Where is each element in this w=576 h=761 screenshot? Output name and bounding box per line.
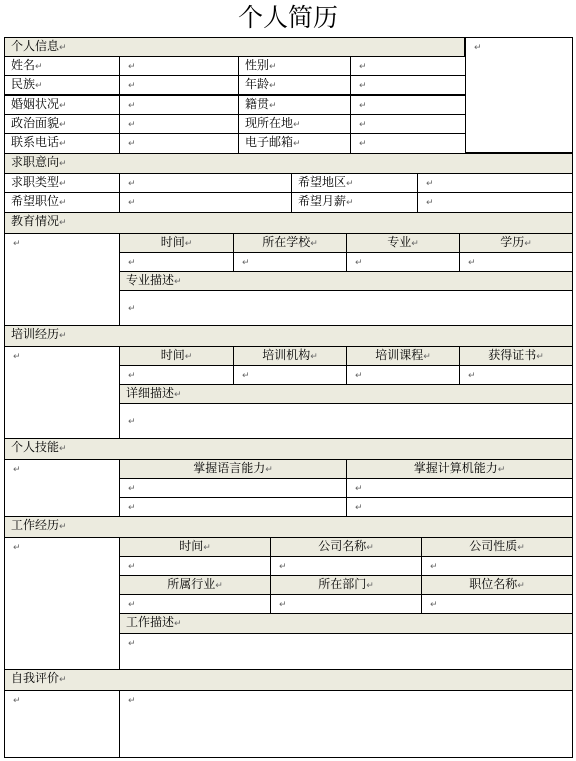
paragraph-mark: ↵ <box>430 600 438 610</box>
paragraph-mark: ↵ <box>128 81 136 91</box>
field-email[interactable] <box>350 133 466 154</box>
label-marital-status <box>4 95 120 115</box>
cell-label: 专业 <box>387 235 412 249</box>
paragraph-mark: ↵ <box>366 581 374 591</box>
cell-label: 联系电话 <box>11 135 60 149</box>
paragraph-mark: ↵ <box>184 239 193 249</box>
label-desired-region <box>291 173 418 193</box>
paragraph-mark: ↵ <box>359 101 367 111</box>
paragraph-mark: ↵ <box>355 258 363 268</box>
work-field-time[interactable] <box>119 556 271 576</box>
cell-label: 时间 <box>179 539 204 553</box>
cell-label: 年龄 <box>245 77 270 91</box>
cell-label: 所在学校 <box>262 235 311 249</box>
paragraph-mark: ↵ <box>59 101 67 111</box>
label-email <box>238 133 351 154</box>
train-field-certificate[interactable] <box>459 365 573 385</box>
cell-label: 时间 <box>160 235 185 249</box>
paragraph-mark: ↵ <box>346 198 354 208</box>
section-work-header <box>4 516 573 538</box>
cell-label: 求职类型 <box>11 175 60 189</box>
paragraph-mark: ↵ <box>355 503 363 513</box>
edu-desc-label <box>119 271 573 291</box>
train-col-course <box>346 346 460 366</box>
photo-cell[interactable] <box>465 37 573 153</box>
paragraph-mark: ↵ <box>468 258 476 268</box>
paragraph-mark: ↵ <box>59 120 67 130</box>
train-field-time[interactable] <box>119 365 234 385</box>
paragraph-mark: ↵ <box>59 218 67 228</box>
paragraph-mark: ↵ <box>59 444 67 454</box>
paragraph-mark: ↵ <box>279 600 287 610</box>
paragraph-mark: ↵ <box>359 120 367 130</box>
edu-field-time[interactable] <box>119 252 234 272</box>
paragraph-mark: ↵ <box>128 304 136 314</box>
work-field-position[interactable] <box>421 594 573 614</box>
paragraph-mark: ↵ <box>359 139 367 149</box>
cell-label: 现所在地 <box>245 116 294 130</box>
paragraph-mark: ↵ <box>310 239 318 249</box>
cell-label: 自我评价 <box>11 671 60 685</box>
label-political-status <box>4 114 120 134</box>
paragraph-mark: ↵ <box>35 62 43 72</box>
label-job-type <box>4 173 120 193</box>
edu-field-degree[interactable] <box>459 252 573 272</box>
paragraph-mark: ↵ <box>355 371 363 381</box>
paragraph-mark: ↵ <box>13 696 21 706</box>
paragraph-mark: ↵ <box>128 198 136 208</box>
field-phone[interactable] <box>119 133 239 154</box>
paragraph-mark: ↵ <box>128 600 136 610</box>
paragraph-mark: ↵ <box>359 62 367 72</box>
paragraph-mark: ↵ <box>128 484 136 494</box>
work-side-cell[interactable] <box>4 537 120 670</box>
cell-label: 培训经历 <box>11 327 60 341</box>
skills-computer-field-1[interactable] <box>346 478 573 498</box>
label-desired-salary <box>291 192 418 213</box>
edu-col-major <box>346 233 460 253</box>
paragraph-mark: ↵ <box>128 417 136 427</box>
field-age[interactable] <box>350 75 466 95</box>
label-ethnicity <box>4 75 120 95</box>
paragraph-mark: ↵ <box>13 465 21 475</box>
paragraph-mark: ↵ <box>128 562 136 572</box>
paragraph-mark: ↵ <box>426 179 434 189</box>
paragraph-mark: ↵ <box>128 101 136 111</box>
cell-label: 民族 <box>11 77 36 91</box>
paragraph-mark: ↵ <box>128 258 136 268</box>
work-field-company[interactable] <box>270 556 422 576</box>
paragraph-mark: ↵ <box>426 198 434 208</box>
field-name[interactable] <box>119 56 239 76</box>
field-desired-region[interactable] <box>417 173 573 193</box>
label-current-location <box>238 114 351 134</box>
skills-computer-field-2[interactable] <box>346 497 573 517</box>
paragraph-mark: ↵ <box>269 62 277 72</box>
field-desired-salary[interactable] <box>417 192 573 213</box>
paragraph-mark: ↵ <box>310 352 318 362</box>
cell-label: 工作经历 <box>11 518 60 532</box>
label-age <box>238 75 351 95</box>
field-gender[interactable] <box>350 56 466 76</box>
work-col-company <box>270 537 422 557</box>
cell-label: 掌握语言能力 <box>193 461 266 475</box>
work-col-industry <box>119 575 271 595</box>
page-title: 个人简历 <box>237 3 338 32</box>
paragraph-mark: ↵ <box>215 581 223 591</box>
paragraph-mark: ↵ <box>355 484 363 494</box>
train-col-time <box>119 346 234 366</box>
paragraph-mark: ↵ <box>13 239 21 249</box>
cell-label: 详细描述 <box>126 386 175 400</box>
label-name <box>4 56 120 76</box>
paragraph-mark: ↵ <box>203 543 211 553</box>
cell-label: 性别 <box>245 58 270 72</box>
paragraph-mark: ↵ <box>174 390 182 400</box>
field-current-location[interactable] <box>350 114 466 134</box>
cell-label: 工作描述 <box>126 615 175 629</box>
section-self-header <box>4 669 573 691</box>
cell-label: 获得证书 <box>488 348 537 362</box>
edu-col-time <box>119 233 234 253</box>
paragraph-mark: ↵ <box>269 81 277 91</box>
train-col-institution <box>233 346 347 366</box>
skills-side-cell[interactable] <box>4 459 120 517</box>
cell-label: 专业描述 <box>126 273 175 287</box>
work-col-time <box>119 537 271 557</box>
edu-field-school[interactable] <box>233 252 347 272</box>
work-col-position <box>421 575 573 595</box>
work-field-industry[interactable] <box>119 594 271 614</box>
paragraph-mark: ↵ <box>279 562 287 572</box>
field-native-place[interactable] <box>350 95 466 115</box>
section-personal-title: 个人信息 <box>11 39 60 53</box>
cell-label: 所属行业 <box>167 577 216 591</box>
paragraph-mark: ↵ <box>59 331 67 341</box>
paragraph-mark: ↵ <box>59 179 67 189</box>
work-col-department <box>270 575 422 595</box>
cell-label: 婚姻状况 <box>11 97 60 111</box>
paragraph-mark: ↵ <box>59 159 67 169</box>
paragraph-mark: ↵ <box>293 120 301 130</box>
paragraph-mark: ↵ <box>184 352 193 362</box>
section-education-header <box>4 212 573 234</box>
cell-label: 政治面貌 <box>11 116 60 130</box>
cell-label: 希望职位 <box>11 194 60 208</box>
paragraph-mark: ↵ <box>13 543 21 553</box>
cell-label: 姓名 <box>11 58 36 72</box>
training-side-cell[interactable] <box>4 346 120 439</box>
work-desc-field[interactable] <box>119 633 573 670</box>
field-marital-status[interactable] <box>119 95 239 115</box>
cell-label: 希望月薪 <box>298 194 347 208</box>
section-training-header <box>4 325 573 347</box>
paragraph-mark: ↵ <box>359 81 367 91</box>
work-field-department[interactable] <box>270 594 422 614</box>
photo-cell-mark: ↵ <box>474 43 482 53</box>
work-col-company-type <box>421 537 573 557</box>
self-side-cell[interactable] <box>4 690 120 758</box>
paragraph-mark: ↵ <box>536 352 544 362</box>
paragraph-mark: ↵ <box>174 619 182 629</box>
cell-label: 希望地区 <box>298 175 347 189</box>
paragraph-mark: ↵ <box>59 43 67 53</box>
paragraph-mark: ↵ <box>517 581 525 591</box>
paragraph-mark: ↵ <box>35 81 43 91</box>
paragraph-mark: ↵ <box>13 352 21 362</box>
paragraph-mark: ↵ <box>242 371 250 381</box>
cell-label: 电子邮箱 <box>245 135 294 149</box>
cell-label: 公司名称 <box>318 539 367 553</box>
paragraph-mark: ↵ <box>59 675 67 685</box>
field-desired-position[interactable] <box>119 192 292 213</box>
cell-label: 公司性质 <box>469 539 518 553</box>
paragraph-mark: ↵ <box>411 239 419 249</box>
paragraph-mark: ↵ <box>128 696 136 706</box>
paragraph-mark: ↵ <box>242 258 250 268</box>
paragraph-mark: ↵ <box>128 62 136 72</box>
train-desc-label <box>119 384 573 404</box>
train-col-certificate <box>459 346 573 366</box>
paragraph-mark: ↵ <box>423 352 431 362</box>
paragraph-mark: ↵ <box>524 239 532 249</box>
work-desc-label <box>119 613 573 634</box>
train-desc-field[interactable] <box>119 403 573 439</box>
cell-label: 时间 <box>160 348 185 362</box>
work-field-company-type[interactable] <box>421 556 573 576</box>
paragraph-mark: ↵ <box>128 639 136 649</box>
cell-label: 掌握计算机能力 <box>413 461 498 475</box>
paragraph-mark: ↵ <box>468 371 476 381</box>
self-evaluation-field[interactable] <box>119 690 573 758</box>
field-ethnicity[interactable] <box>119 75 239 95</box>
label-desired-position <box>4 192 120 213</box>
cell-label: 培训课程 <box>375 348 424 362</box>
train-field-institution[interactable] <box>233 365 347 385</box>
paragraph-mark: ↵ <box>128 120 136 130</box>
paragraph-mark: ↵ <box>265 465 273 475</box>
education-side-cell[interactable] <box>4 233 120 326</box>
paragraph-mark: ↵ <box>128 179 136 189</box>
cell-label: 籍贯 <box>245 97 270 111</box>
skills-col-language <box>119 459 347 479</box>
section-personal-header <box>4 37 465 57</box>
paragraph-mark: ↵ <box>128 503 136 513</box>
paragraph-mark: ↵ <box>517 543 525 553</box>
paragraph-mark: ↵ <box>59 139 67 149</box>
edu-desc-field[interactable] <box>119 290 573 326</box>
section-skills-header <box>4 438 573 460</box>
cell-label: 求职意向 <box>11 155 60 169</box>
cell-label: 培训机构 <box>262 348 311 362</box>
paragraph-mark: ↵ <box>59 522 67 532</box>
cell-label: 学历 <box>500 235 525 249</box>
label-gender <box>238 56 351 76</box>
train-field-course[interactable] <box>346 365 460 385</box>
paragraph-mark: ↵ <box>128 139 136 149</box>
paragraph-mark: ↵ <box>430 562 438 572</box>
edu-col-school <box>233 233 347 253</box>
cell-label: 个人技能 <box>11 440 60 454</box>
cell-label: 职位名称 <box>469 577 518 591</box>
paragraph-mark: ↵ <box>366 543 374 553</box>
field-job-type[interactable] <box>119 173 292 193</box>
paragraph-mark: ↵ <box>269 101 277 111</box>
paragraph-mark: ↵ <box>293 139 301 149</box>
skills-language-field-1[interactable] <box>119 478 347 498</box>
paragraph-mark: ↵ <box>128 371 136 381</box>
label-native-place <box>238 95 351 115</box>
cell-label: 教育情况 <box>11 214 60 228</box>
paragraph-mark: ↵ <box>174 277 182 287</box>
paragraph-mark: ↵ <box>497 465 506 475</box>
field-political-status[interactable] <box>119 114 239 134</box>
skills-language-field-2[interactable] <box>119 497 347 517</box>
paragraph-mark: ↵ <box>346 179 354 189</box>
paragraph-mark: ↵ <box>59 198 67 208</box>
skills-col-computer <box>346 459 573 479</box>
section-intent-header <box>4 153 573 174</box>
edu-col-degree <box>459 233 573 253</box>
label-phone <box>4 133 120 154</box>
edu-field-major[interactable] <box>346 252 460 272</box>
cell-label: 所在部门 <box>318 577 367 591</box>
